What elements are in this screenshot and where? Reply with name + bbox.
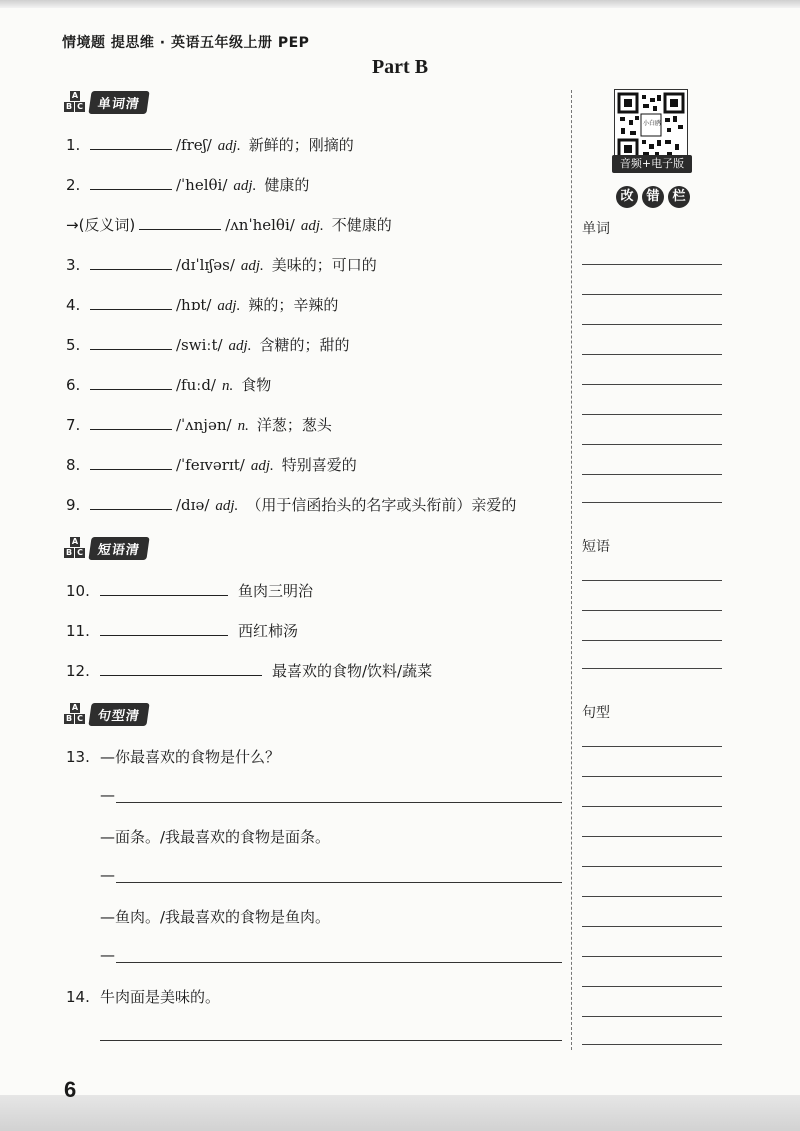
correction-char: 错 <box>642 186 664 208</box>
sentence-number: 13. <box>66 748 90 766</box>
page-bottom-edge <box>0 1095 800 1131</box>
word-row-3 <box>66 254 377 275</box>
sidebar-line[interactable] <box>582 294 722 295</box>
sidebar-line[interactable] <box>582 444 722 445</box>
section-words-label: 单词清 <box>88 91 149 114</box>
sidebar-line[interactable] <box>582 896 722 897</box>
sentence-number: 14. <box>66 988 90 1006</box>
word-blank[interactable] <box>90 335 172 350</box>
sidebar-line[interactable] <box>582 414 722 415</box>
word-phonetic: /ˈhelθi/ <box>176 176 228 194</box>
sentence-prompt: —鱼肉。/我最喜欢的食物是鱼肉。 <box>100 908 331 926</box>
abc-b: B <box>65 714 73 723</box>
answer-line-14[interactable] <box>100 1040 562 1041</box>
word-number: 5. <box>66 336 81 354</box>
phrase-blank[interactable] <box>100 661 262 676</box>
abc-b: B <box>65 102 73 111</box>
abc-a: A <box>71 703 79 712</box>
phrase-row-11 <box>66 620 298 641</box>
answer-line-13c[interactable] <box>116 962 562 963</box>
word-meaning: 新鲜的；刚摘的 <box>248 136 354 154</box>
word-blank[interactable] <box>90 295 172 310</box>
word-meaning: 含糖的；甜的 <box>259 336 350 354</box>
phrase-row-10 <box>66 580 313 601</box>
page-number: 6 <box>64 1077 77 1102</box>
sidebar-word-label: 单词 <box>582 221 610 237</box>
sidebar-line[interactable] <box>582 668 722 669</box>
word-phonetic: /hɒt/ <box>176 296 212 314</box>
word-row-9 <box>66 494 516 515</box>
word-row-8 <box>66 454 357 475</box>
word-pos: n. <box>221 378 234 394</box>
sidebar-line[interactable] <box>582 926 722 927</box>
sidebar-line[interactable] <box>582 502 722 503</box>
phrase-number: 10. <box>66 582 90 600</box>
word-phonetic: /fuːd/ <box>176 376 216 394</box>
sentence-13-prompt <box>66 746 280 767</box>
phrase-meaning: 最喜欢的食物/饮料/蔬菜 <box>272 662 433 680</box>
abc-icon <box>64 537 86 559</box>
section-words-badge <box>64 90 166 114</box>
word-blank[interactable] <box>90 415 172 430</box>
sidebar-phrase-label: 短语 <box>582 539 610 555</box>
sidebar-line[interactable] <box>582 384 722 385</box>
word-row-antonym <box>66 214 392 235</box>
phrase-blank[interactable] <box>100 621 228 636</box>
word-meaning: 食物 <box>241 376 272 394</box>
sentence-prompt: 牛肉面是美味的。 <box>100 988 221 1006</box>
sentence-14-prompt <box>66 986 220 1007</box>
word-blank[interactable] <box>139 215 221 230</box>
sidebar-line[interactable] <box>582 866 722 867</box>
word-blank[interactable] <box>90 175 172 190</box>
sidebar-line[interactable] <box>582 580 722 581</box>
sidebar-line[interactable] <box>582 956 722 957</box>
word-phonetic: /ˈʌnjən/ <box>176 416 232 434</box>
sidebar-sentence-label: 句型 <box>582 705 610 721</box>
word-pos: n. <box>237 418 249 434</box>
word-pos: adj. <box>215 498 239 514</box>
abc-icon <box>64 703 86 725</box>
sentence-13-answer2 <box>100 906 330 927</box>
word-blank[interactable] <box>90 495 172 510</box>
abc-a: A <box>71 537 79 546</box>
sidebar-line[interactable] <box>582 806 722 807</box>
word-row-6 <box>66 374 271 395</box>
word-phonetic: /freʃ/ <box>176 136 212 154</box>
section-phrases-badge <box>64 536 166 560</box>
word-number: 1. <box>66 136 81 154</box>
word-pos: adj. <box>217 298 241 314</box>
word-meaning: 美味的；可口的 <box>271 256 377 274</box>
word-meaning: （用于信函抬头的名字或头衔前）亲爱的 <box>246 496 517 514</box>
word-number: 3. <box>66 256 81 274</box>
word-number: 4. <box>66 296 81 314</box>
word-number: 2. <box>66 176 81 194</box>
answer-line-13b[interactable] <box>116 882 562 883</box>
word-pos: adj. <box>233 178 257 194</box>
column-divider <box>571 90 572 1050</box>
book-header: 情境题 提思维 · 英语五年级上册 PEP <box>62 35 310 51</box>
phrase-number: 11. <box>66 622 90 640</box>
word-blank[interactable] <box>90 135 172 150</box>
word-number: 6. <box>66 376 81 394</box>
word-row-4 <box>66 294 338 315</box>
word-number: 9. <box>66 496 81 514</box>
sidebar-line[interactable] <box>582 776 722 777</box>
sentence-prompt: —你最喜欢的食物是什么？ <box>100 748 281 766</box>
abc-a: A <box>71 91 79 100</box>
section-sentences-label: 句型清 <box>88 703 149 726</box>
word-number: 8. <box>66 456 81 474</box>
phrase-row-12 <box>66 660 432 681</box>
sidebar-line[interactable] <box>582 746 722 747</box>
word-blank[interactable] <box>90 255 172 270</box>
sidebar-line[interactable] <box>582 986 722 987</box>
part-title: Part B <box>371 56 429 78</box>
sidebar-line[interactable] <box>582 610 722 611</box>
sentence-13-answer1 <box>100 826 330 847</box>
word-pos: adj. <box>228 338 252 354</box>
answer-dash: — <box>100 866 115 884</box>
phrase-blank[interactable] <box>100 581 228 596</box>
abc-c: C <box>75 102 85 112</box>
correction-char: 改 <box>616 186 638 208</box>
word-blank[interactable] <box>90 375 172 390</box>
phrase-meaning: 西红柿汤 <box>238 622 299 640</box>
word-phonetic: /dɪˈlɪʃəs/ <box>176 256 235 274</box>
correction-char: 栏 <box>668 186 690 208</box>
word-row-7 <box>66 414 332 435</box>
abc-icon <box>64 91 86 113</box>
phrase-number: 12. <box>66 662 90 680</box>
sidebar-line[interactable] <box>582 836 722 837</box>
word-pos: adj. <box>217 138 241 154</box>
sidebar-line[interactable] <box>582 264 722 265</box>
antonym-label: →(反义词) <box>66 216 136 234</box>
abc-c: C <box>75 548 85 558</box>
word-phonetic: /swiːt/ <box>176 336 223 354</box>
phrase-meaning: 鱼肉三明治 <box>238 582 314 600</box>
sidebar-line[interactable] <box>582 354 722 355</box>
section-phrases-label: 短语清 <box>88 537 149 560</box>
word-phonetic: /ʌnˈhelθi/ <box>225 216 295 234</box>
answer-dash: — <box>100 946 115 964</box>
word-row-2 <box>66 174 309 195</box>
sidebar-line[interactable] <box>582 640 722 641</box>
word-meaning: 不健康的 <box>331 216 392 234</box>
word-pos: adj. <box>300 218 324 234</box>
abc-b: B <box>65 548 73 557</box>
sidebar-line[interactable] <box>582 324 722 325</box>
word-meaning: 洋葱；葱头 <box>256 416 332 434</box>
sidebar-line[interactable] <box>582 474 722 475</box>
qr-code <box>614 89 688 163</box>
sentence-prompt: —面条。/我最喜欢的食物是面条。 <box>100 828 331 846</box>
sidebar-line[interactable] <box>582 1016 722 1017</box>
abc-c: C <box>75 714 85 724</box>
correction-column-title <box>616 186 690 208</box>
word-blank[interactable] <box>90 455 172 470</box>
answer-dash: — <box>100 786 115 804</box>
qr-caption: 音频+电子版 <box>612 155 692 173</box>
sidebar-line[interactable] <box>582 1044 722 1045</box>
word-meaning: 特别喜爱的 <box>281 456 357 474</box>
word-row-1 <box>66 134 354 155</box>
word-pos: adj. <box>240 258 264 274</box>
word-meaning: 健康的 <box>264 176 310 194</box>
qr-center-label: 小白鸥 <box>642 120 661 127</box>
word-phonetic: /dɪə/ <box>176 496 210 514</box>
word-meaning: 辣的；辛辣的 <box>248 296 339 314</box>
section-sentences-badge <box>64 702 166 726</box>
word-row-5 <box>66 334 349 355</box>
word-phonetic: /ˈfeɪvərɪt/ <box>176 456 245 474</box>
word-number: 7. <box>66 416 81 434</box>
word-pos: adj. <box>250 458 274 474</box>
answer-line-13a[interactable] <box>116 802 562 803</box>
page-top-edge <box>0 0 800 8</box>
